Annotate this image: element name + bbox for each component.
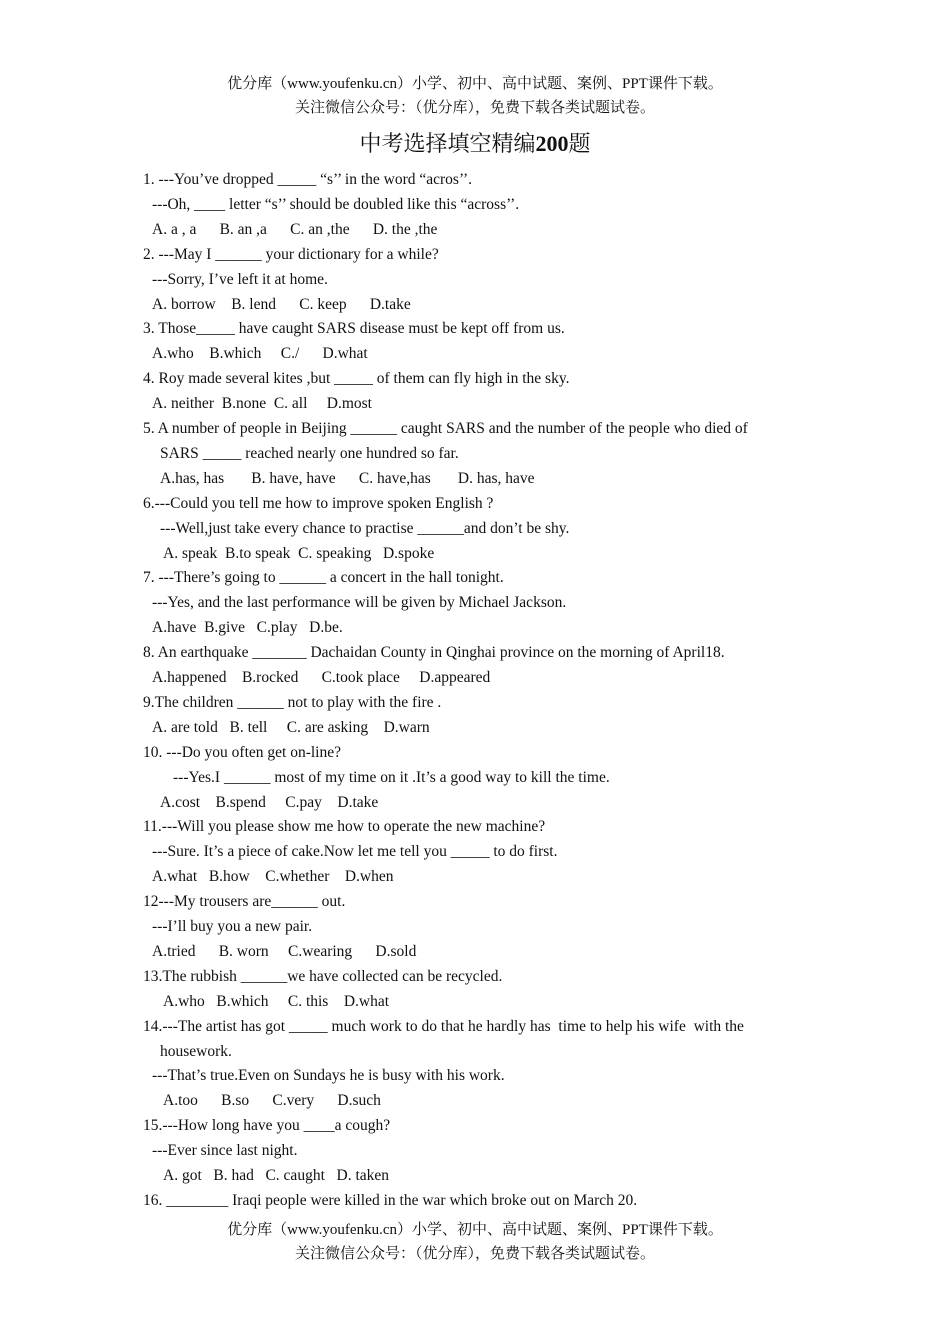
options-line: A.tried B. worn C.wearing D.sold <box>152 942 417 960</box>
question-line: housework. <box>160 1042 232 1060</box>
question-line: ---Well,just take every chance to practise ______and don’t be shy. <box>160 519 570 537</box>
question-line: 3. Those_____ have caught SARS disease must be kept off from us. <box>143 320 565 338</box>
question-line: 14.---The artist has got _____ much work to do that he hardly has time to help his wife with the <box>143 1017 744 1035</box>
question-line: ---Ever since last night. <box>152 1142 298 1160</box>
question-line: 8. An earthquake _______ Dachaidan County in Qinghai province on the morning of April18. <box>143 644 725 662</box>
title-suffix: 题 <box>568 131 591 156</box>
footer-wechat-line: 关注微信公众号：（优分库），免费下载各类试题试卷。 <box>294 1246 655 1262</box>
options-line: A.who B.which C./ D.what <box>152 345 368 363</box>
options-line: A.has, has B. have, have C. have,has D. has, have <box>160 469 535 487</box>
header-site-line: 优分库（www.youfenku.cn）小学、初中、高中试题、案例、PPT课件下载。 <box>227 76 723 92</box>
document-title <box>0 128 950 160</box>
question-line: 9.The children ______ not to play with the fire . <box>143 693 442 711</box>
question-line: SARS _____ reached nearly one hundred so far. <box>160 444 459 462</box>
question-line: 10. ---Do you often get on-line? <box>143 743 341 761</box>
question-line: ---I’ll buy you a new pair. <box>152 918 313 935</box>
options-line: A. borrow B. lend C. keep D.take <box>152 295 411 313</box>
question-line: ---That’s true.Even on Sundays he is busy with his work. <box>152 1067 505 1085</box>
options-line: A. got B. had C. caught D. taken <box>163 1167 390 1184</box>
question-line: 15.---How long have you ____a cough? <box>143 1117 391 1135</box>
header-wechat-line: 关注微信公众号：（优分库），免费下载各类试题试卷。 <box>294 100 655 116</box>
title-text: 中考选择填空精编 <box>359 131 536 156</box>
options-line: A.who B.which C. this D.what <box>163 992 390 1010</box>
question-line: 1. ---You’ve dropped _____ “s’’ in the word “acros’’. <box>143 171 472 188</box>
question-line: 2. ---May I ______ your dictionary for a while? <box>143 245 439 263</box>
options-line: A.too B.so C.very D.such <box>163 1092 381 1110</box>
options-line: A.what B.how C.whether D.when <box>152 868 394 886</box>
question-line: 4. Roy made several kites ,but _____ of them can fly high in the sky. <box>143 370 570 388</box>
question-line: 12---My trousers are______ out. <box>143 893 346 911</box>
options-line: A. speak B.to speak C. speaking D.spoke <box>163 544 435 562</box>
question-line: ---Sure. It’s a piece of cake.Now let me tell you _____ to do first. <box>152 843 558 861</box>
question-line: 16. ________ Iraqi people were killed in the war which broke out on March 20. <box>143 1191 638 1209</box>
options-line: A. are told B. tell C. are asking D.warn <box>152 718 430 736</box>
options-line: A. neither B.none C. all D.most <box>152 395 372 413</box>
question-line: 11.---Will you please show me how to operate the new machine? <box>143 818 546 836</box>
question-line: ---Yes.I ______ most of my time on it .It’s a good way to kill the time. <box>173 768 610 786</box>
page-footer <box>0 1218 950 1266</box>
question-line: ---Yes, and the last performance will be given by Michael Jackson. <box>152 594 567 612</box>
question-line: 6.---Could you tell me how to improve spoken English ? <box>143 494 494 512</box>
page-header <box>0 72 950 120</box>
title-number: 200 <box>535 131 569 156</box>
question-line: ---Oh, ____ letter “s’’ should be doubled like this “across’’. <box>152 195 520 213</box>
options-line: A.cost B.spend C.pay D.take <box>160 793 379 811</box>
options-line: A.have B.give C.play D.be. <box>152 619 343 637</box>
footer-site-line: 优分库（www.youfenku.cn）小学、初中、高中试题、案例、PPT课件下载。 <box>227 1222 723 1238</box>
question-line: 7. ---There’s going to ______ a concert in the hall tonight. <box>143 569 504 587</box>
question-line: 5. A number of people in Beijing ______ caught SARS and the number of the people who died of <box>143 420 748 437</box>
options-line: A.happened B.rocked C.took place D.appeared <box>152 669 491 686</box>
question-line: ---Sorry, I’ve left it at home. <box>152 270 328 288</box>
options-line: A. a , a B. an ,a C. an ,the D. the ,the <box>152 220 438 238</box>
question-line: 13.The rubbish ______we have collected can be recycled. <box>143 967 503 985</box>
